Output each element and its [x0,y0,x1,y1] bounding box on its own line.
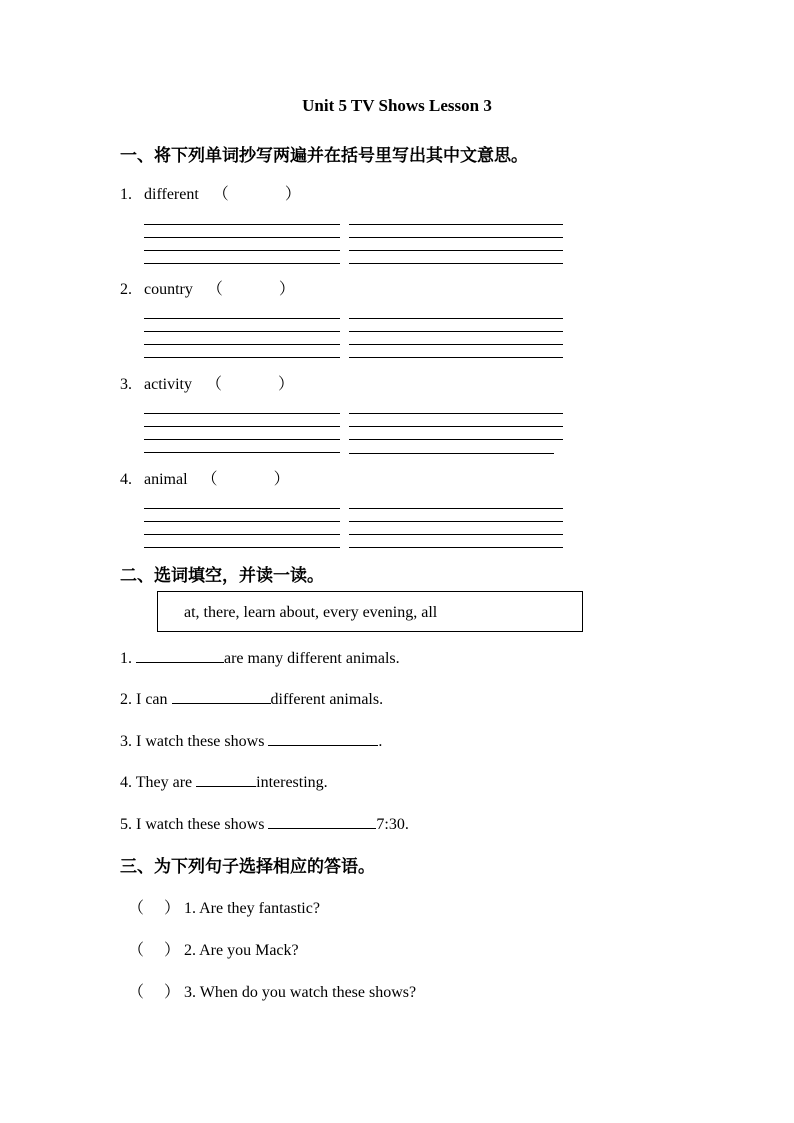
sentence-prefix: 2. I can [120,691,172,708]
word-item-4 [120,466,290,489]
copy-line[interactable] [349,547,563,548]
copy-line[interactable] [349,508,563,509]
choice-question-1 [128,895,320,918]
copy-line[interactable] [349,439,563,440]
copy-line[interactable] [144,237,340,238]
sentence-prefix: 1. [120,650,136,667]
answer-blank[interactable] [172,687,271,704]
sentence-prefix: 5. I watch these shows [120,816,269,833]
answer-blank[interactable] [136,646,224,663]
word-bank-text: at, there, learn about, every evening, all [184,604,438,621]
answer-blank[interactable] [196,770,256,787]
paren-close: ） [284,186,301,203]
copy-line[interactable] [144,250,340,251]
word-number: 4. [120,471,132,488]
section-3-heading: 三、为下列句子选择相应的答语。 [120,857,375,876]
paren-close: ） [273,471,290,488]
copy-line[interactable] [144,331,340,332]
paren-open: （ [212,186,229,203]
page-title: Unit 5 TV Shows Lesson 3 [302,96,492,115]
fill-sentence-4 [120,770,328,792]
word-text: different [144,186,199,203]
copy-line[interactable] [144,344,340,345]
word-number: 1. [120,186,132,203]
sentence-suffix: different animals. [270,691,384,708]
copy-line[interactable] [349,521,563,522]
paren-open: （ [128,984,145,1001]
sentence-prefix: 4. They are [120,774,197,791]
word-text: animal [144,471,188,488]
word-item-2 [120,276,295,299]
sentence-prefix: 3. I watch these shows [120,733,269,750]
copy-line[interactable] [144,224,340,225]
section-1-heading: 一、将下列单词抄写两遍并在括号里写出其中文意思。 [120,146,528,165]
copy-line[interactable] [349,250,563,251]
fill-sentence-3 [120,729,382,751]
word-item-1 [120,181,301,204]
paren-open: （ [205,376,222,393]
answer-bracket[interactable] [128,979,184,1002]
question-text: 3. When do you watch these shows? [184,984,417,1001]
sentence-suffix: are many different animals. [224,650,400,667]
paren-open: （ [128,942,145,959]
paren-close: ） [164,984,181,1001]
section-2-heading: 二、选词填空，并读一读。 [120,566,324,585]
paren-close: ） [278,376,295,393]
choice-question-3 [128,979,416,1002]
sentence-suffix: 7:30. [376,816,409,833]
word-item-3 [120,371,294,394]
copy-line[interactable] [349,331,563,332]
copy-line[interactable] [349,426,563,427]
copy-line[interactable] [349,318,563,319]
copy-line[interactable] [349,237,563,238]
copy-line[interactable] [349,534,563,535]
copy-line[interactable] [144,426,340,427]
copy-line[interactable] [349,263,563,264]
copy-line[interactable] [349,413,563,414]
question-text: 1. Are they fantastic? [184,900,320,917]
fill-sentence-1 [120,646,400,668]
answer-blank[interactable] [268,812,376,829]
fill-sentence-2 [120,687,383,709]
answer-bracket[interactable] [128,937,184,960]
copy-line[interactable] [144,413,340,414]
question-text: 2. Are you Mack? [184,942,299,959]
paren-close: ） [278,281,295,298]
answer-blank[interactable] [268,729,378,746]
copy-line[interactable] [349,344,563,345]
copy-line[interactable] [144,439,340,440]
copy-line[interactable] [144,263,340,264]
copy-line[interactable] [144,452,340,453]
copy-line[interactable] [144,318,340,319]
sentence-suffix: interesting. [256,774,328,791]
copy-line[interactable] [144,521,340,522]
choice-question-2 [128,937,299,960]
copy-line[interactable] [144,534,340,535]
word-text: country [144,281,193,298]
fill-sentence-5 [120,812,409,834]
copy-line[interactable] [144,547,340,548]
word-text: activity [144,376,192,393]
copy-line[interactable] [144,357,340,358]
sentence-suffix: . [378,733,383,750]
copy-line[interactable] [144,508,340,509]
copy-line[interactable] [349,357,563,358]
answer-bracket[interactable] [128,895,184,918]
paren-open: （ [128,900,145,917]
word-number: 3. [120,376,132,393]
word-number: 2. [120,281,132,298]
copy-line[interactable] [349,224,563,225]
paren-close: ） [164,942,181,959]
copy-line[interactable] [349,453,554,454]
word-bank-box [157,591,583,632]
paren-close: ） [164,900,181,917]
paren-open: （ [206,281,223,298]
paren-open: （ [201,471,218,488]
